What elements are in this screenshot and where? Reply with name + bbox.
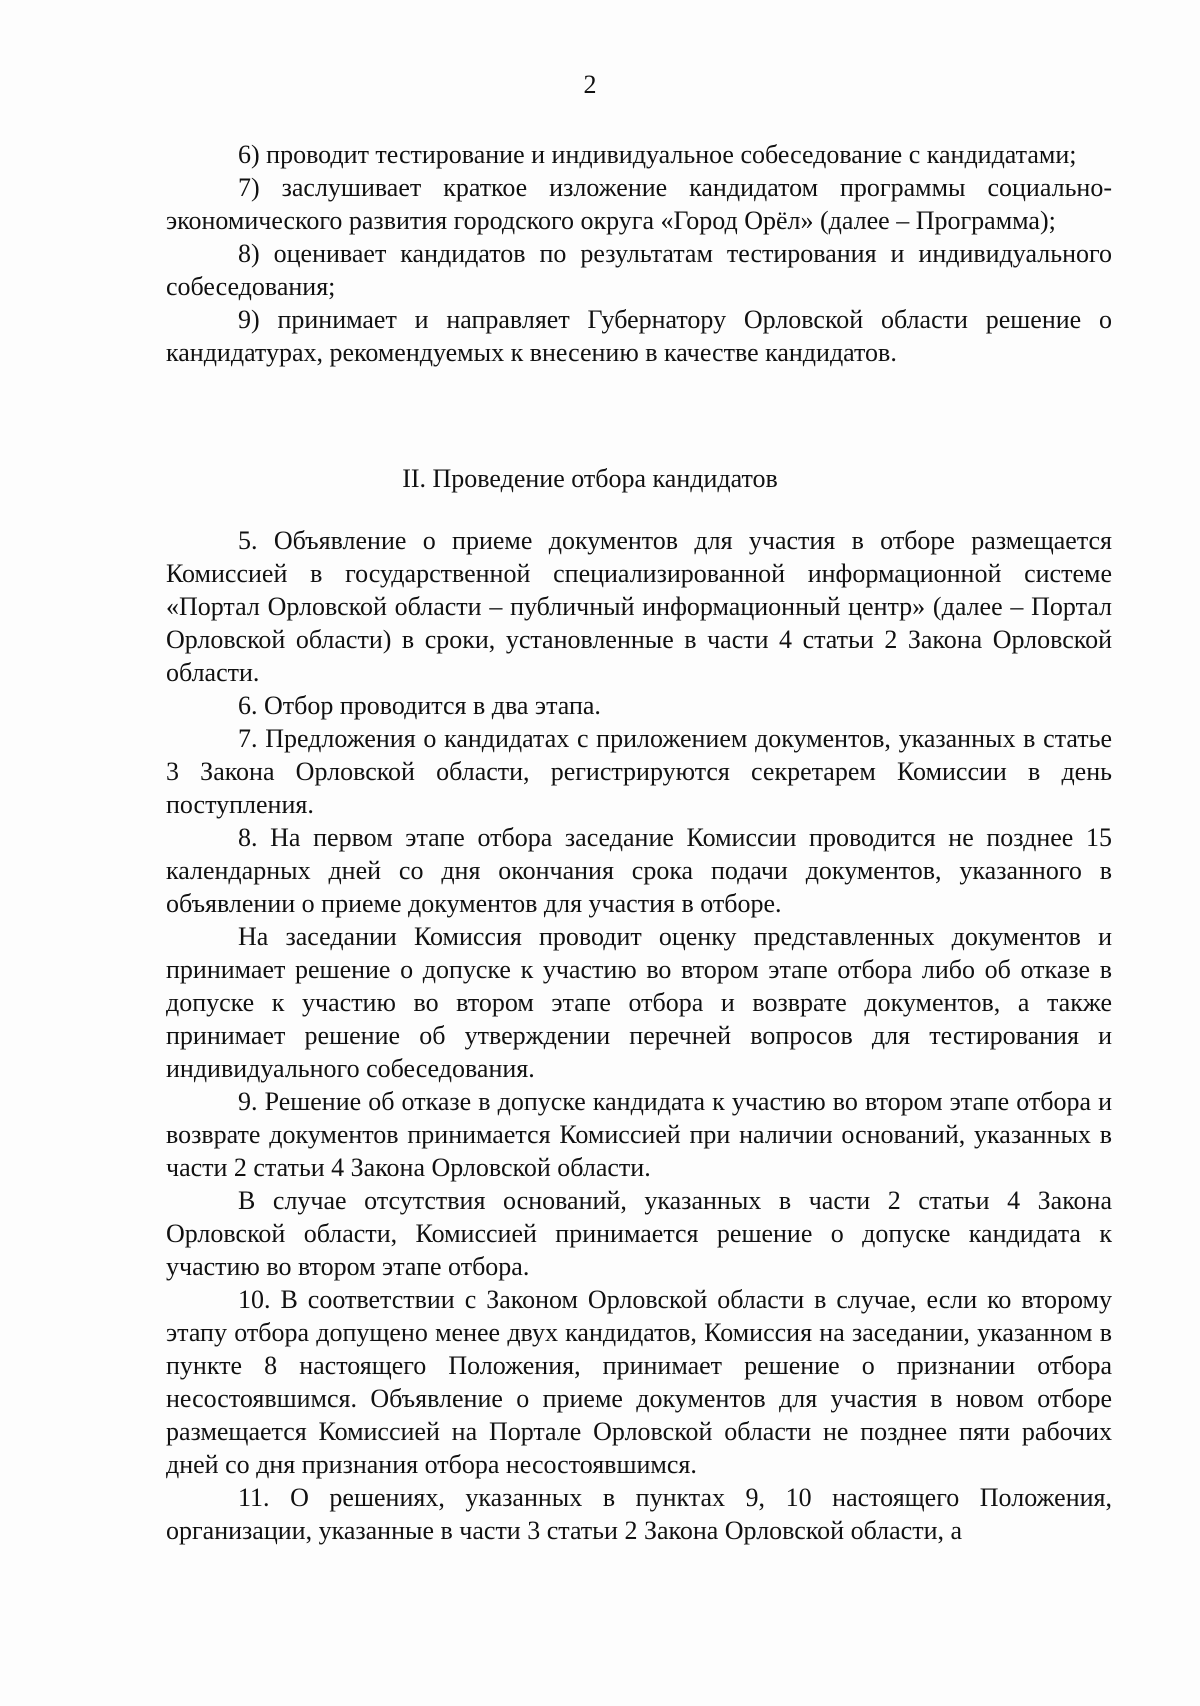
list-item: 6) проводит тестирование и индивидуальное собеседование с кандидатами; bbox=[238, 140, 1077, 169]
list-item: 7) заслушивает краткое изложение кандидатом программы социально-экономического развития городского округа «Город Орёл» (далее – Программа); bbox=[166, 173, 1112, 235]
paragraph: 10. В соответствии с Законом Орловской области в случае, если ко второму этапу отбора допущено менее двух кандидатов, Комиссия на заседании, указанном в пункте 8 настоящего Положения, принимает решение о признании отбора несостоявшимся. Объявление о приеме документов для участия в новом отборе размещается Комиссией на Портале Орловской области не позднее пяти рабочих дней со дня признания отбора несостоявшимся. bbox=[166, 1285, 1112, 1479]
paragraph: 9. Решение об отказе в допуске кандидата к участию во втором этапе отбора и возврате документов принимается Комиссией при наличии оснований, указанных в части 2 статьи 4 Закона Орловской области. bbox=[166, 1087, 1112, 1182]
paragraph: 8. На первом этапе отбора заседание Комиссии проводится не позднее 15 календарных дней со дня окончания срока подачи документов, указанного в объявлении о приеме документов для участия в отборе. bbox=[166, 823, 1112, 918]
paragraph: 11. О решениях, указанных в пунктах 9, 10 настоящего Положения, организации, указанные в части 3 статьи 2 Закона Орловской области, а bbox=[166, 1483, 1112, 1545]
paragraph: В случае отсутствия оснований, указанных в части 2 статьи 4 Закона Орловской области, Комиссией принимается решение о допуске кандидата к участию во втором этапе отбора. bbox=[166, 1186, 1112, 1281]
list-item: 9) принимает и направляет Губернатору Орловской области решение о кандидатурах, рекомендуемых к внесению в качестве кандидатов. bbox=[166, 305, 1112, 367]
page-number: 2 bbox=[583, 70, 597, 99]
section-body bbox=[166, 524, 1112, 1547]
section-heading: II. Проведение отбора кандидатов bbox=[402, 464, 778, 493]
commission-powers-list bbox=[166, 138, 1112, 369]
paragraph: 6. Отбор проводится в два этапа. bbox=[238, 691, 601, 720]
paragraph: 5. Объявление о приеме документов для участия в отборе размещается Комиссией в государственной специализированной информационной системе «Портал Орловской области – публичный информационный центр» (далее – Портал Орловской области) в сроки, установленные в части 4 статьи 2 Закона Орловской области. bbox=[166, 526, 1112, 687]
list-item: 8) оценивает кандидатов по результатам тестирования и индивидуального собеседования; bbox=[166, 239, 1112, 301]
paragraph: 7. Предложения о кандидатах с приложением документов, указанных в статье 3 Закона Орловской области, регистрируются секретарем Комиссии в день поступления. bbox=[166, 724, 1112, 819]
paragraph: На заседании Комиссия проводит оценку представленных документов и принимает решение о допуске к участию во втором этапе отбора либо об отказе в допуске к участию во втором этапе отбора и возврате документов, а также принимает решение об утверждении перечней вопросов для тестирования и индивидуального собеседования. bbox=[166, 922, 1112, 1083]
